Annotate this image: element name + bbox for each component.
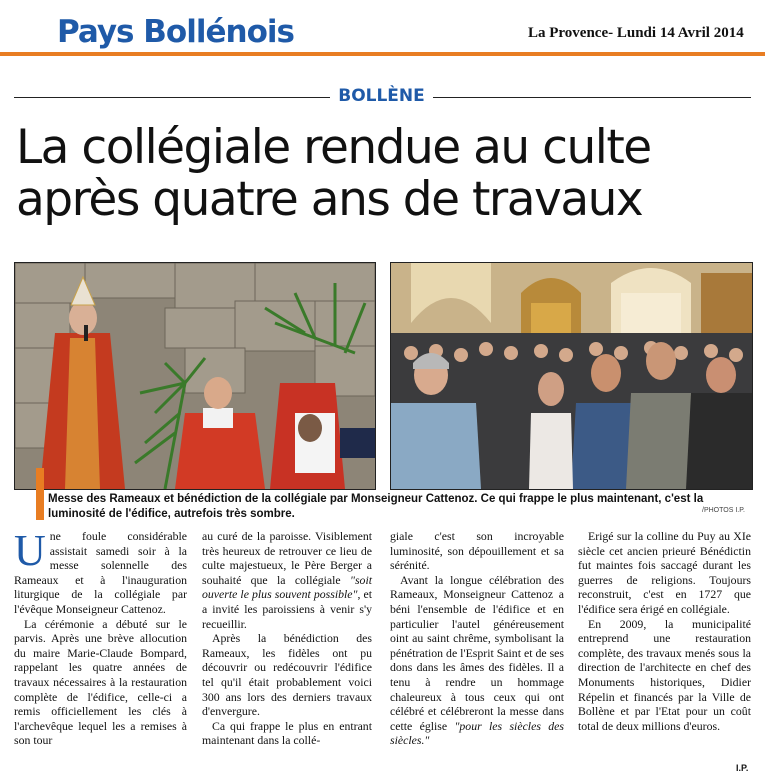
paragraph: Avant la longue célébration des Rameaux, Monseigneur Cattenoz a béni l'ensemble de l'édifice et en particulier l'autel généreusement oint au saint chrême, symbolisant la pénétration de l'Esprit Saint et de ses dons dans les âmes des fidèles. Il a tenu à rendre un hommage chaleureux à tous ceux qui ont célébré et célébreront la messe dans cette église "pour les siècles des siècles." (390, 572, 564, 748)
paragraph: Après la bénédiction des Rameaux, les fidèles ont pu découvrir ou redécouvrir l'édifice tel qu'il était probablement voici 300 ans lors des derniers travaux d'envergure. (202, 631, 372, 719)
paragraph: au curé de la paroisse. Visiblement très heureux de retrouver ce lieu de culte majestueux, le Père Berger a souhaité que la collégiale "soit ouverte le plus souvent possible", et a invité les paroissiens à venir s'y recueillir. (202, 529, 372, 631)
header-rule (0, 52, 765, 56)
photo-credit: /PHOTOS I.P. (702, 507, 745, 514)
photo-bishop-blessing (14, 262, 376, 490)
caption-accent-bar (36, 468, 44, 520)
photo-caption: Messe des Rameaux et bénédiction de la collégiale par Monseigneur Cattenoz. Ce qui frappe le plus maintenant, c'est la luminosité de l'édifice, autrefois très sombre. (48, 493, 704, 520)
headline (16, 122, 761, 226)
headline-line-1: La collégiale rendue au culte (16, 120, 651, 175)
publication-date: La Provence- Lundi 14 Avril 2014 (528, 25, 744, 41)
paragraph: La cérémonie a débuté sur le parvis. Après une brève allocution du maire Marie-Claude Bompard, rappelant les quatre années de travaux nécessaires à la restauration complète de l'édifice, celle-ci a remis officiellement les clés à l'archevêque lequel les a remises à son tour (14, 616, 187, 748)
kicker-rule-left (14, 97, 330, 98)
paragraph: En 2009, la municipalité entreprend une restauration complète, des travaux menés sous la direction de l'architecte en chef des Monuments historiques, Didier Répelin et financés par la Ville de Bollène et par l'Etat pour un coût total de deux millions d'euros. (578, 616, 751, 733)
paragraph: Une foule considérable assistait samedi soir à la messe solennelle des Rameaux et à l'inauguration liturgique de la collégiale par l'évêque Monseigneur Cattenoz. (14, 526, 187, 616)
article-column-4 (578, 529, 751, 733)
article-column-3 (390, 529, 564, 748)
article-column-1 (14, 526, 187, 748)
article-column-2 (202, 529, 372, 748)
kicker-label: BOLLÈNE (338, 86, 425, 106)
photo-congregation (390, 262, 753, 490)
paragraph: Ca qui frappe le plus en entrant maintenant dans la collé- (202, 718, 372, 748)
section-title: Pays Bollénois (57, 14, 294, 50)
drop-cap: U (14, 526, 46, 575)
paragraph: giale c'est son incroyable luminosité, son dépouillement et sa sérénité. (390, 529, 564, 573)
author-signature: I.P. (736, 763, 749, 773)
headline-line-2: après quatre ans de travaux (16, 172, 643, 227)
paragraph: Erigé sur la colline du Puy au XIe siècle cet ancien prieuré Bénédictin fut maintes fois saccagé durant les guerres de religions. Toujours reconstruit, c'est en 1727 que l'édifice sera érigé en collégiale. (578, 529, 751, 616)
kicker-rule-right (433, 97, 751, 98)
